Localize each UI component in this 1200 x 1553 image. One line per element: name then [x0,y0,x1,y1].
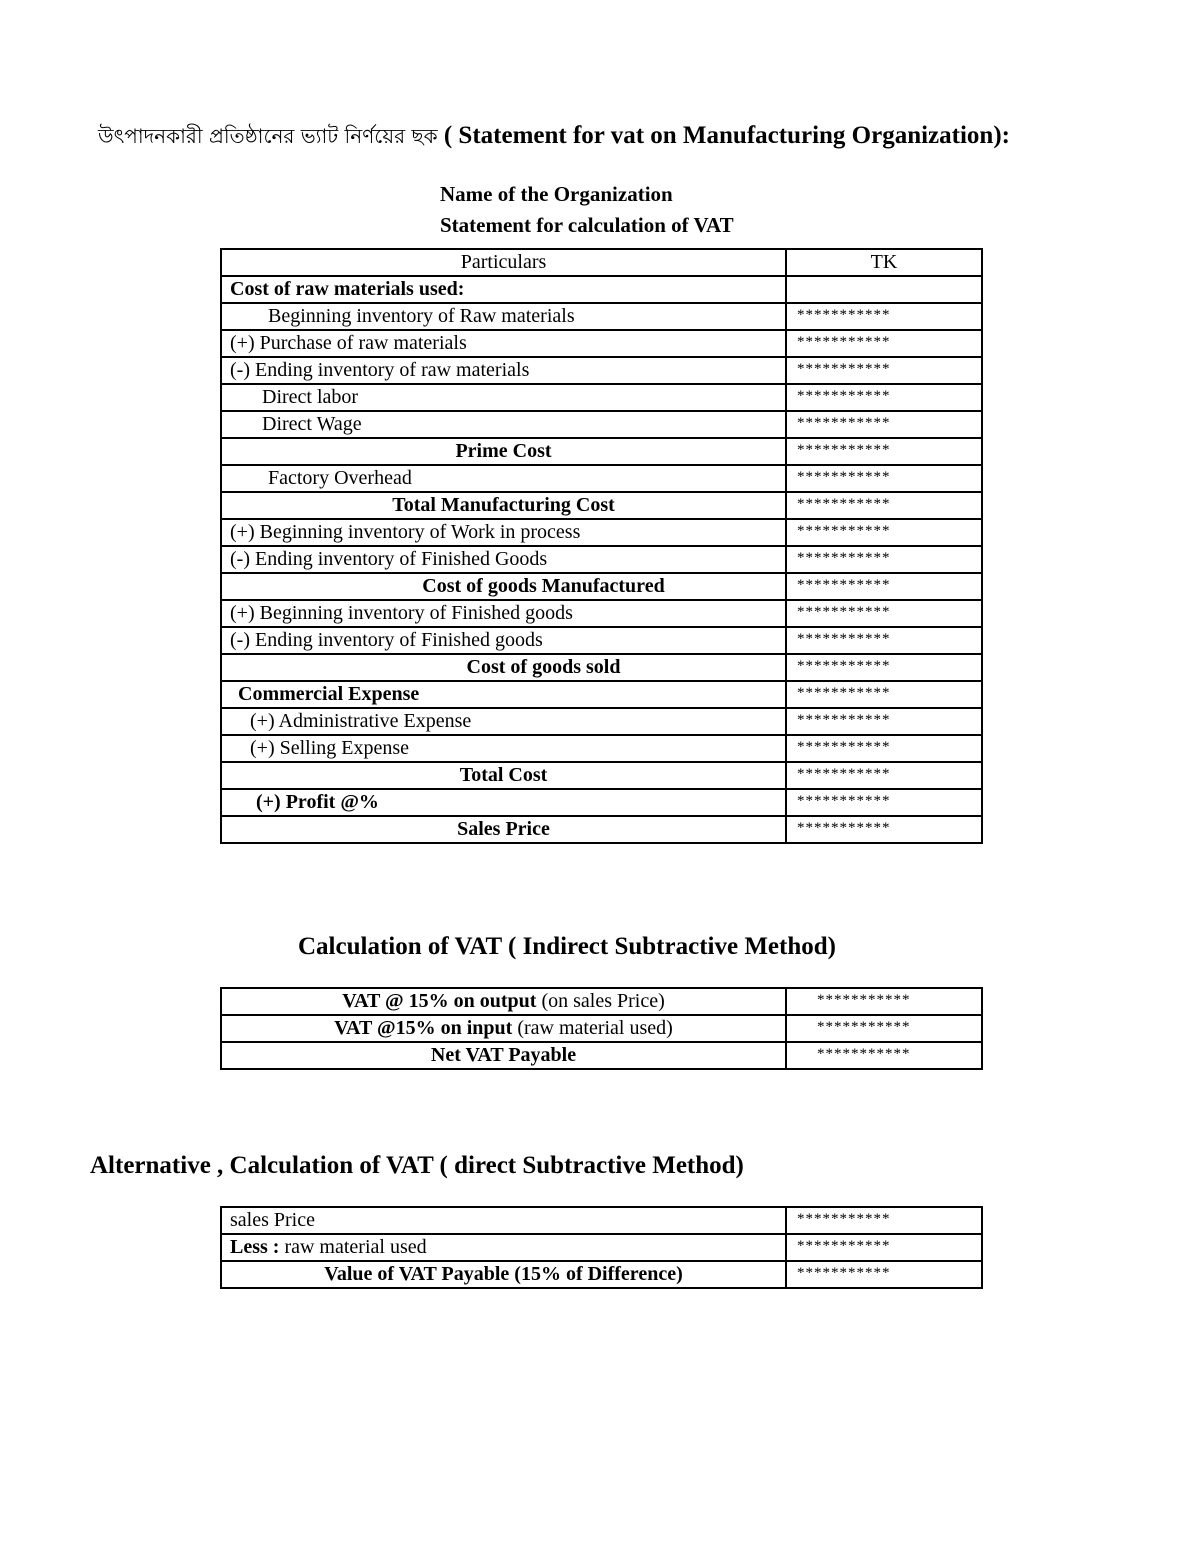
row-label: Beginning inventory of Raw materials [221,303,786,330]
row-label-normal: raw material used [279,1236,427,1258]
heading-english: ( Statement for vat on Manufacturing Organization): [443,122,1010,149]
table-row [221,438,982,465]
organization-name: Name of the Organization [440,182,673,206]
row-label-commercial-expense: Commercial Expense [221,681,786,708]
row-amount: *********** [786,988,982,1015]
row-amount [786,276,982,303]
row-label: (-) Ending inventory of raw materials [221,357,786,384]
row-label-total-manufacturing-cost: Total Manufacturing Cost [221,492,786,519]
row-label-normal: sales Price [230,1209,315,1231]
table-row [221,384,982,411]
row-amount: *********** [786,762,982,789]
row-label-normal: (on sales Price) [536,990,665,1012]
table-row [221,411,982,438]
table-row [221,1234,982,1261]
row-amount: *********** [786,1042,982,1069]
table-row [221,1207,982,1234]
table-row [221,1261,982,1288]
row-label-cost-of-goods-manufactured: Cost of goods Manufactured [221,573,786,600]
table-row [221,600,982,627]
row-label-bold: VAT @15% on input [334,1017,513,1039]
page-heading [98,122,1158,155]
direct-method-title: Alternative , Calculation of VAT ( direct Subtractive Method) [90,1152,744,1179]
row-amount: *********** [786,492,982,519]
row-label: (+) Beginning inventory of Work in process [221,519,786,546]
row-amount: *********** [786,519,982,546]
column-header-tk: TK [786,249,982,276]
direct-method-table [220,1206,983,1289]
row-amount: *********** [786,1207,982,1234]
row-label-cost-of-goods-sold: Cost of goods sold [221,654,786,681]
table-row [221,519,982,546]
row-amount: *********** [786,654,982,681]
table-row [221,546,982,573]
row-amount: *********** [786,303,982,330]
table-row [221,988,982,1015]
table-header-row [221,249,982,276]
indirect-method-title: Calculation of VAT ( Indirect Subtractive Method) [298,933,836,960]
row-amount: *********** [786,438,982,465]
row-label: (+) Purchase of raw materials [221,330,786,357]
row-amount: *********** [786,357,982,384]
table-row [221,492,982,519]
table-row [221,357,982,384]
row-label-profit: (+) Profit @% [221,789,786,816]
row-amount: *********** [786,735,982,762]
row-amount: *********** [786,1015,982,1042]
table-row [221,681,982,708]
row-amount: *********** [786,789,982,816]
row-label: (-) Ending inventory of Finished Goods [221,546,786,573]
row-amount: *********** [786,330,982,357]
table-row [221,654,982,681]
table-row [221,1042,982,1069]
indirect-method-table [220,987,983,1070]
table-row [221,735,982,762]
row-amount: *********** [786,627,982,654]
row-label [221,1207,786,1234]
row-label-prime-cost: Prime Cost [221,438,786,465]
row-amount: *********** [786,411,982,438]
table-row [221,573,982,600]
row-amount: *********** [786,1234,982,1261]
row-amount: *********** [786,384,982,411]
row-label: (+) Selling Expense [221,735,786,762]
row-label-bold: Net VAT Payable [430,1044,577,1066]
row-label-normal: (raw material used) [512,1017,673,1039]
heading-bengali: উৎপাদনকারী প্রতিষ্ঠানের ভ্যাট নির্ণয়ের ছক [98,124,438,148]
row-label [221,1015,786,1042]
row-amount: *********** [786,573,982,600]
row-label: (-) Ending inventory of Finished goods [221,627,786,654]
row-label [221,1042,786,1069]
row-label [221,988,786,1015]
row-label-total-cost: Total Cost [221,762,786,789]
table-row [221,708,982,735]
vat-statement-table [220,248,983,844]
row-amount: *********** [786,600,982,627]
table-row [221,816,982,843]
table-row [221,789,982,816]
row-amount: *********** [786,708,982,735]
row-amount: *********** [786,681,982,708]
row-amount: *********** [786,546,982,573]
column-header-particulars: Particulars [221,249,786,276]
table-row [221,330,982,357]
table-row [221,1015,982,1042]
table-row [221,276,982,303]
table-row [221,762,982,789]
row-amount: *********** [786,465,982,492]
row-amount: *********** [786,816,982,843]
row-label [221,1261,786,1288]
row-label: Cost of raw materials used: [221,276,786,303]
row-label: Direct labor [221,384,786,411]
table-row [221,465,982,492]
row-label: Direct Wage [221,411,786,438]
table-row [221,627,982,654]
row-label-sales-price: Sales Price [221,816,786,843]
row-label [221,1234,786,1261]
row-label-bold: VAT @ 15% on output [342,990,537,1012]
row-label: (+) Administrative Expense [221,708,786,735]
row-label: (+) Beginning inventory of Finished goods [221,600,786,627]
row-label-bold: Less : [230,1236,280,1258]
statement-title: Statement for calculation of VAT [440,213,734,237]
table-row [221,303,982,330]
row-amount: *********** [786,1261,982,1288]
row-label: Factory Overhead [221,465,786,492]
row-label-bold: Value of VAT Payable (15% of Difference) [324,1263,683,1285]
